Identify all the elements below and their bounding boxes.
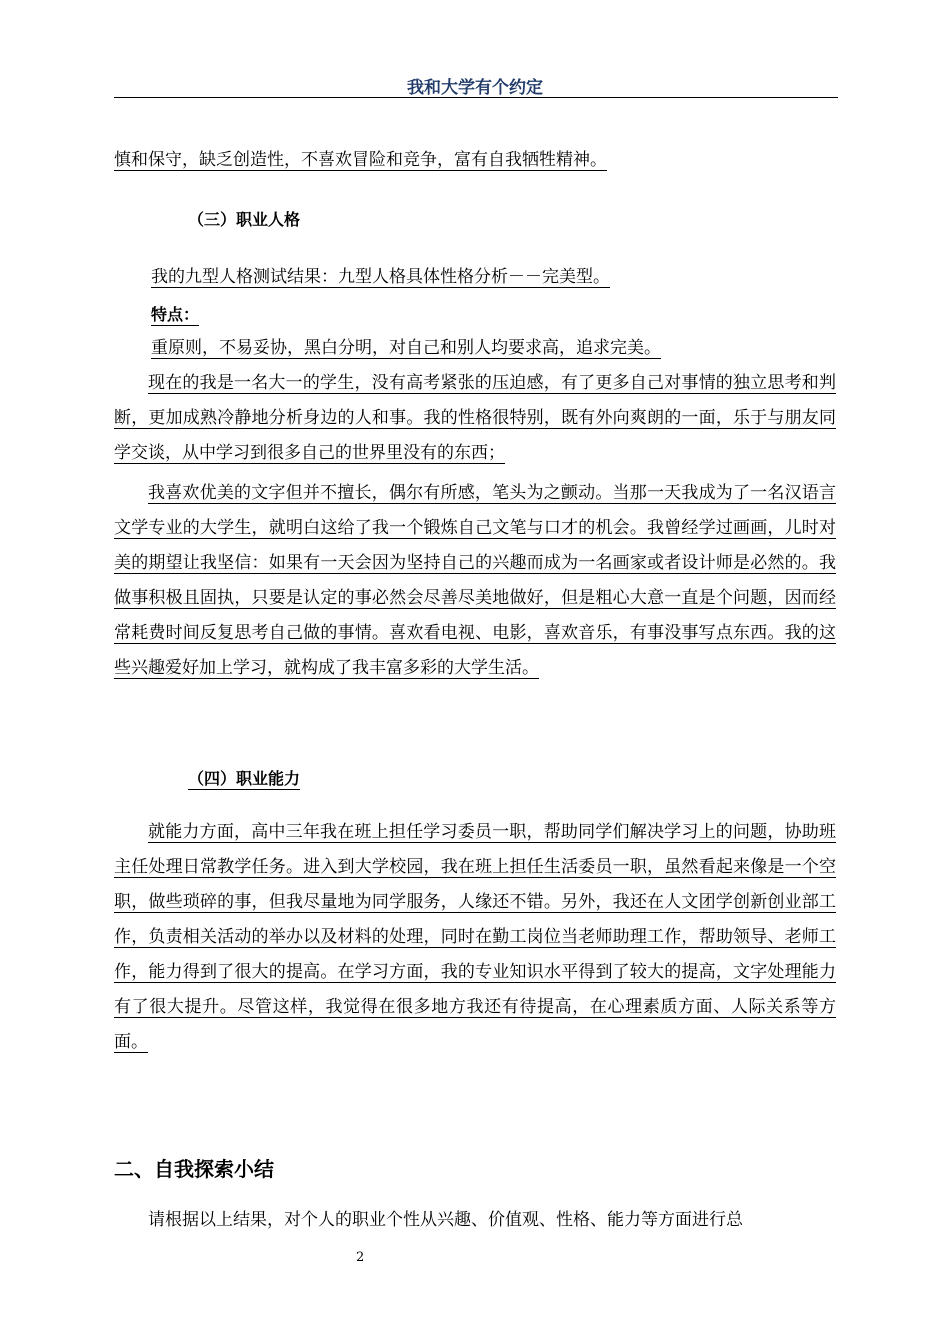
test-result-line bbox=[151, 260, 841, 295]
personality-paragraph-2 bbox=[114, 476, 836, 686]
ability-paragraph bbox=[114, 815, 836, 1060]
personality-paragraph-2-text: 我喜欢优美的文字但并不擅长，偶尔有所感，笔头为之颤动。当那一天我成为了一名汉语言文学专业的大学生，就明白这给了我一个锻炼自己文笔与口才的机会。我曾经学过画画，儿时对美的期望让我坚信：如果有一天会因为坚持自己的兴趣而成为一名画家或者设计师是必然的。我做事积极且固执，只要是认定的事必然会尽善尽美地做好，但是粗心大意一直是个问题，因而经常耗费时间反复思考自己做的事情。喜欢看电视、电影，喜欢音乐，有事没事写点东西。我的这些兴趣爱好加上学习，就构成了我丰富多彩的大学生活。 bbox=[114, 483, 836, 678]
continuation-text: 慎和保守，缺乏创造性，不喜欢冒险和竞争，富有自我牺牲精神。 bbox=[114, 150, 607, 170]
page-number: 2 bbox=[356, 1250, 365, 1265]
continuation-line bbox=[114, 143, 836, 178]
ability-heading: （四）职业能力 bbox=[188, 769, 301, 788]
header-divider bbox=[114, 97, 838, 98]
feature-text: 重原则，不易妥协，黑白分明，对自己和别人均要求高，追求完美。 bbox=[151, 338, 661, 358]
ability-paragraph-text: 就能力方面，高中三年我在班上担任学习委员一职，帮助同学们解决学习上的问题，协助班主任处理日常教学任务。进入到大学校园，我在班上担任生活委员一职，虽然看起来像是一个空职，做些琐碎的事，但我尽量地为同学服务，人缘还不错。另外，我还在人文团学创新创业部工作，负责相关活动的举办以及材料的处理，同时在勤工岗位当老师助理工作，帮助领导、老师工作，能力得到了很大的提高。在学习方面，我的专业知识水平得到了较大的提高，文字处理能力有了很大提升。尽管这样，我觉得在很多地方我还有待提高，在心理素质方面、人际关系等方面。 bbox=[114, 822, 836, 1052]
summary-intro-text: 请根据以上结果，对个人的职业个性从兴趣、价值观、性格、能力等方面进行总 bbox=[148, 1210, 743, 1230]
feature-line bbox=[151, 331, 841, 366]
personality-paragraph-1-text: 现在的我是一名大一的学生，没有高考紧张的压迫感，有了更多自己对事情的独立思考和判断，更加成熟冷静地分析身边的人和事。我的性格很特别，既有外向爽朗的一面，乐于与朋友同学交谈，从中学习到很多自己的世界里没有的东西； bbox=[114, 373, 836, 463]
summary-intro bbox=[114, 1203, 836, 1238]
personality-paragraph-1 bbox=[114, 366, 836, 471]
summary-heading: 二、自我探索小结 bbox=[114, 1157, 274, 1181]
feature-label: 特点： bbox=[151, 305, 200, 324]
page-header-title: 我和大学有个约定 bbox=[407, 78, 543, 98]
personality-heading: （三）职业人格 bbox=[188, 210, 301, 229]
test-result-text: 我的九型人格测试结果：九型人格具体性格分析－－完美型。 bbox=[151, 267, 610, 287]
